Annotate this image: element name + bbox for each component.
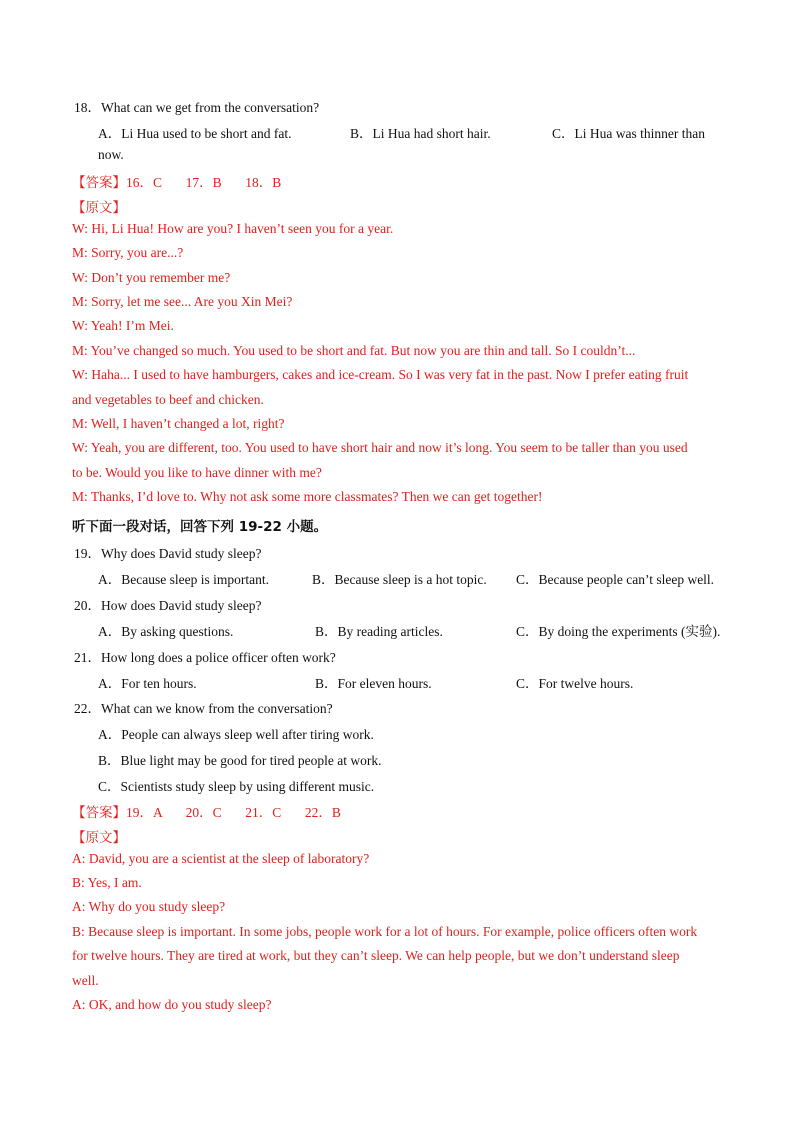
- dialogue-line: M: Sorry, let me see... Are you Xin Mei?: [72, 294, 293, 309]
- q22-option-b: B．Blue light may be good for tired people at work.: [98, 753, 382, 768]
- answer-key-2: 【答案】19．A 20．C 21．C 22．B: [72, 805, 341, 820]
- q18-option-c-continued: now.: [98, 147, 124, 162]
- original-text-label-2: 【原文】: [72, 830, 126, 845]
- dialogue-line: W: Don’t you remember me?: [72, 270, 231, 285]
- q21-option-a: A．For ten hours.: [98, 676, 197, 691]
- dialogue-line: A: David, you are a scientist at the sleep of laboratory?: [72, 851, 370, 866]
- q22-option-c: C．Scientists study sleep by using different music.: [98, 779, 375, 794]
- q20-option-b: B．By reading articles.: [315, 624, 443, 639]
- q22-option-a: A．People can always sleep well after tiring work.: [98, 727, 374, 742]
- q21-option-c: C．For twelve hours.: [516, 676, 634, 691]
- section-heading: 听下面一段对话，回答下列 19-22 小题。: [72, 519, 328, 535]
- q18-option-b: B．Li Hua had short hair.: [350, 126, 491, 141]
- dialogue-line: to be. Would you like to have dinner with me?: [72, 465, 322, 480]
- question-20: 20．How does David study sleep?: [74, 598, 262, 613]
- dialogue-line: well.: [72, 973, 99, 988]
- question-19: 19．Why does David study sleep?: [74, 546, 262, 561]
- q18-option-a: A．Li Hua used to be short and fat.: [98, 126, 292, 141]
- dialogue-line: for twelve hours. They are tired at work, but they can’t sleep. We can help people, but we don’t understand sleep: [72, 948, 680, 963]
- q19-option-a: A．Because sleep is important.: [98, 572, 269, 587]
- answer-key-1: 【答案】16．C 17．B 18．B: [72, 175, 282, 190]
- dialogue-line: W: Hi, Li Hua! How are you? I haven’t seen you for a year.: [72, 221, 394, 236]
- q19-option-b: B．Because sleep is a hot topic.: [312, 572, 487, 587]
- dialogue-line: M: Sorry, you are...?: [72, 245, 184, 260]
- q18-option-c: C．Li Hua was thinner than: [552, 126, 705, 141]
- dialogue-line: M: Well, I haven’t changed a lot, right?: [72, 416, 285, 431]
- q19-option-c: C．Because people can’t sleep well.: [516, 572, 715, 587]
- dialogue-line: W: Yeah, you are different, too. You used to have short hair and now it’s long. You seem to be taller than you used: [72, 440, 688, 455]
- question-22: 22．What can we know from the conversation?: [74, 701, 333, 716]
- q20-option-a: A．By asking questions.: [98, 624, 234, 639]
- original-text-label-1: 【原文】: [72, 200, 126, 215]
- q20-option-c: C．By doing the experiments (实验).: [516, 624, 721, 639]
- question-18: 18．What can we get from the conversation?: [74, 100, 320, 115]
- dialogue-line: W: Haha... I used to have hamburgers, cakes and ice-cream. So I was very fat in the past. Now I prefer eating fruit: [72, 367, 689, 382]
- dialogue-line: W: Yeah! I’m Mei.: [72, 318, 174, 333]
- dialogue-line: A: OK, and how do you study sleep?: [72, 997, 272, 1012]
- q21-option-b: B．For eleven hours.: [315, 676, 432, 691]
- dialogue-line: B: Yes, I am.: [72, 875, 142, 890]
- dialogue-line: A: Why do you study sleep?: [72, 899, 226, 914]
- dialogue-line: M: Thanks, I’d love to. Why not ask some more classmates? Then we can get together!: [72, 489, 543, 504]
- dialogue-line: M: You’ve changed so much. You used to be short and fat. But now you are thin and tall. So I couldn’t...: [72, 343, 636, 358]
- question-21: 21．How long does a police officer often work?: [74, 650, 336, 665]
- dialogue-line: and vegetables to beef and chicken.: [72, 392, 264, 407]
- dialogue-line: B: Because sleep is important. In some jobs, people work for a lot of hours. For example, police officers often work: [72, 924, 698, 939]
